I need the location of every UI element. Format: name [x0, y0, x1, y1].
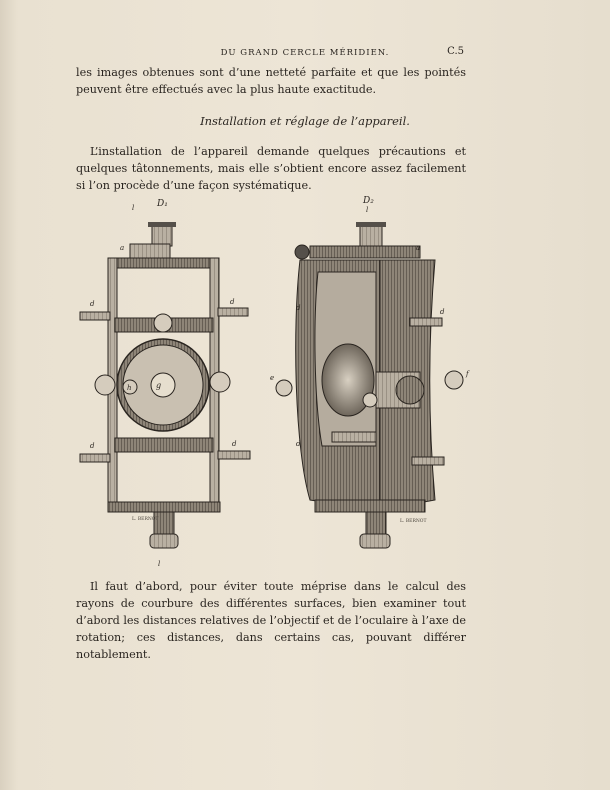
- svg-text:l: l: [366, 206, 369, 214]
- opening-paragraph: les images obtenues sont d’une netteté parfaite et que les pointés peuvent être effectués avec la plus haute exactitude.: [76, 66, 466, 96]
- engraver-signature-right: L. BERNOT: [400, 519, 427, 524]
- svg-text:d: d: [296, 304, 301, 312]
- intro-paragraph: L’installation de l’appareil demande quelques précautions et quelques tâtonnements, mais elle s’obtient encore assez facilement si l’on procède d’une façon systématique.: [76, 145, 466, 192]
- instrument-illustration: [70, 200, 540, 570]
- svg-text:d: d: [90, 300, 95, 308]
- closing-paragraph: Il faut d’abord, pour éviter toute méprise dans le calcul des rayons de courbure des différentes surfaces, bien examiner tout d’abord les distances relatives de l’objectif et de l’oculaire à l’axe de rotation; ces distances, dans certains cas, pouvant différer notablement.: [76, 580, 466, 661]
- page-number: C.5: [447, 46, 464, 57]
- svg-text:d: d: [90, 442, 95, 450]
- engraver-signature-left: L. BERNOT: [132, 517, 159, 522]
- figure-label-left: D₁: [157, 199, 168, 209]
- svg-text:a: a: [120, 244, 125, 252]
- figure-label-right: D₂: [363, 196, 374, 206]
- svg-text:e: e: [270, 374, 275, 382]
- instrument-engraving: [70, 200, 540, 570]
- svg-text:l: l: [158, 560, 161, 568]
- svg-text:d: d: [296, 440, 301, 448]
- svg-text:f: f: [466, 370, 469, 378]
- svg-text:d: d: [230, 298, 235, 306]
- svg-text:g: g: [156, 381, 162, 390]
- running-head: DU GRAND CERCLE MÉRIDIEN.: [220, 48, 390, 58]
- instrument-right: [270, 206, 470, 548]
- section-title: Installation et réglage de l’appareil.: [200, 114, 410, 128]
- svg-text:h: h: [127, 384, 132, 392]
- instrument-left: [80, 204, 250, 568]
- svg-text:d: d: [440, 308, 445, 316]
- svg-text:d: d: [232, 440, 237, 448]
- svg-text:l: l: [132, 204, 135, 212]
- svg-text:a: a: [416, 244, 421, 252]
